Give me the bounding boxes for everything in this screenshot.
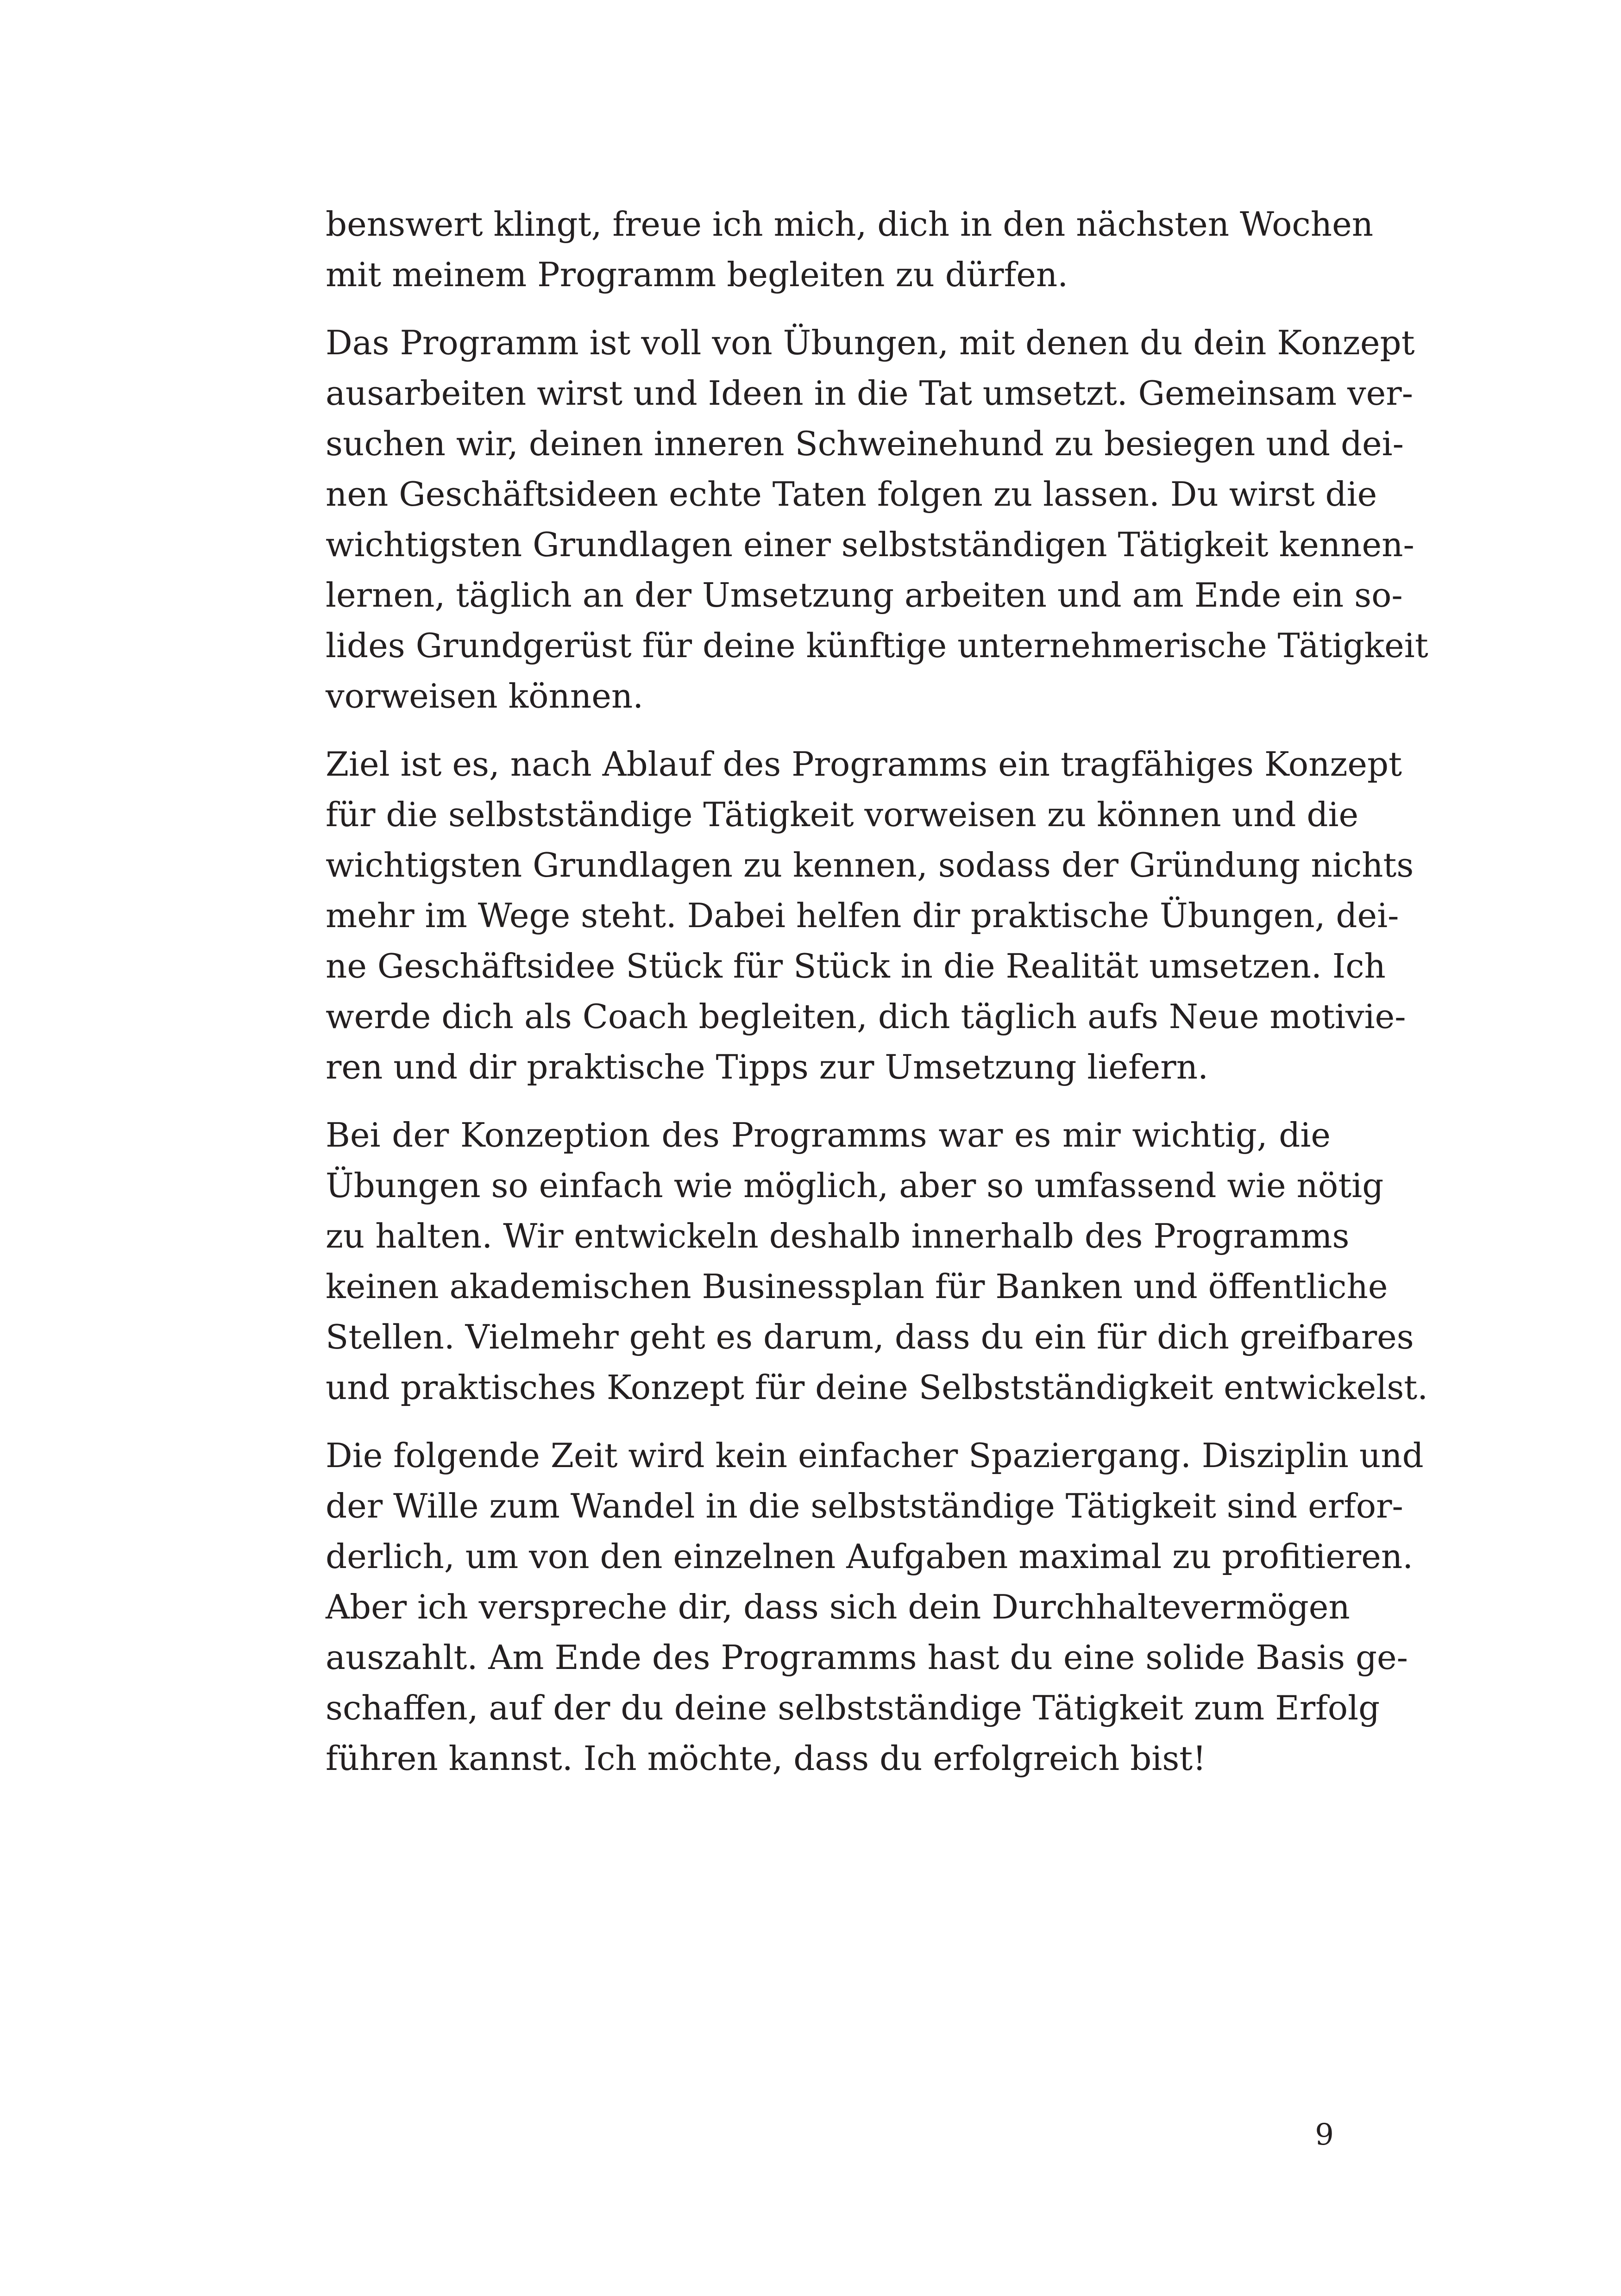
- text-line: der Wille zum Wandel in die selbstständige Tätigkeit sind erfor-: [326, 1487, 1403, 1525]
- page-number: 9: [1315, 2118, 1334, 2152]
- text-line: für die selbstständige Tätigkeit vorweisen zu können und die: [326, 795, 1359, 834]
- text-line: benswert klingt, freue ich mich, dich in den nächsten Wochen: [326, 205, 1374, 244]
- text-line: Das Programm ist voll von Übungen, mit denen du dein Konzept: [326, 323, 1415, 362]
- text-line: Bei der Konzeption des Programms war es mir wichtig, die: [326, 1116, 1331, 1154]
- text-line: wichtigsten Grundlagen einer selbstständigen Tätigkeit kennen-: [326, 525, 1414, 564]
- text-line: auszahlt. Am Ende des Programms hast du eine solide Basis ge-: [326, 1638, 1408, 1677]
- text-line: lernen, täglich an der Umsetzung arbeiten und am Ende ein so-: [326, 576, 1403, 615]
- text-line: Stellen. Vielmehr geht es darum, dass du ein für dich greifbares: [326, 1317, 1414, 1356]
- text-line: derlich, um von den einzelnen Aufgaben maximal zu profitieren.: [326, 1537, 1414, 1576]
- text-line: zu halten. Wir entwickeln deshalb innerhalb des Programms: [326, 1217, 1350, 1255]
- text-line: suchen wir, deinen inneren Schweinehund zu besiegen und dei-: [326, 424, 1404, 463]
- text-line: führen kannst. Ich möchte, dass du erfolgreich bist!: [326, 1739, 1206, 1778]
- text-line: ren und dir praktische Tipps zur Umsetzung liefern.: [326, 1048, 1208, 1086]
- text-line: schaffen, auf der du deine selbstständige Tätigkeit zum Erfolg: [326, 1688, 1380, 1727]
- paragraph-4: [326, 1110, 1428, 1413]
- text-line: wichtigsten Grundlagen zu kennen, sodass der Gründung nichts: [326, 846, 1414, 885]
- text-line: nen Geschäftsideen echte Taten folgen zu lassen. Du wirst die: [326, 475, 1377, 514]
- text-line: vorweisen können.: [326, 677, 644, 715]
- text-line: mit meinem Programm begleiten zu dürfen.: [326, 255, 1068, 294]
- text-line: ausarbeiten wirst und Ideen in die Tat umsetzt. Gemeinsam ver-: [326, 374, 1414, 413]
- text-line: werde dich als Coach begleiten, dich täglich aufs Neue motivie-: [326, 997, 1406, 1036]
- paragraph-5: [326, 1430, 1424, 1784]
- text-line: ne Geschäftsidee Stück für Stück in die Realität umsetzen. Ich: [326, 947, 1386, 985]
- paragraph-3: [326, 739, 1414, 1092]
- text-line: lides Grundgerüst für deine künftige unternehmerische Tätigkeit: [326, 626, 1428, 665]
- text-line: Die folgende Zeit wird kein einfacher Spaziergang. Disziplin und: [326, 1436, 1424, 1475]
- text-line: Aber ich verspreche dir, dass sich dein Durchhaltevermögen: [326, 1587, 1350, 1626]
- text-line: Ziel ist es, nach Ablauf des Programms ein tragfähiges Konzept: [326, 745, 1402, 784]
- text-line: Übungen so einfach wie möglich, aber so umfassend wie nötig: [326, 1166, 1384, 1205]
- paragraph-2: [326, 318, 1428, 721]
- text-line: keinen akademischen Businessplan für Banken und öffentliche: [326, 1267, 1388, 1306]
- body-text: [326, 199, 1428, 1801]
- text-line: mehr im Wege steht. Dabei helfen dir praktische Übungen, dei-: [326, 896, 1399, 935]
- text-line: und praktisches Konzept für deine Selbstständigkeit entwickelst.: [326, 1368, 1428, 1407]
- paragraph-1: [326, 199, 1374, 300]
